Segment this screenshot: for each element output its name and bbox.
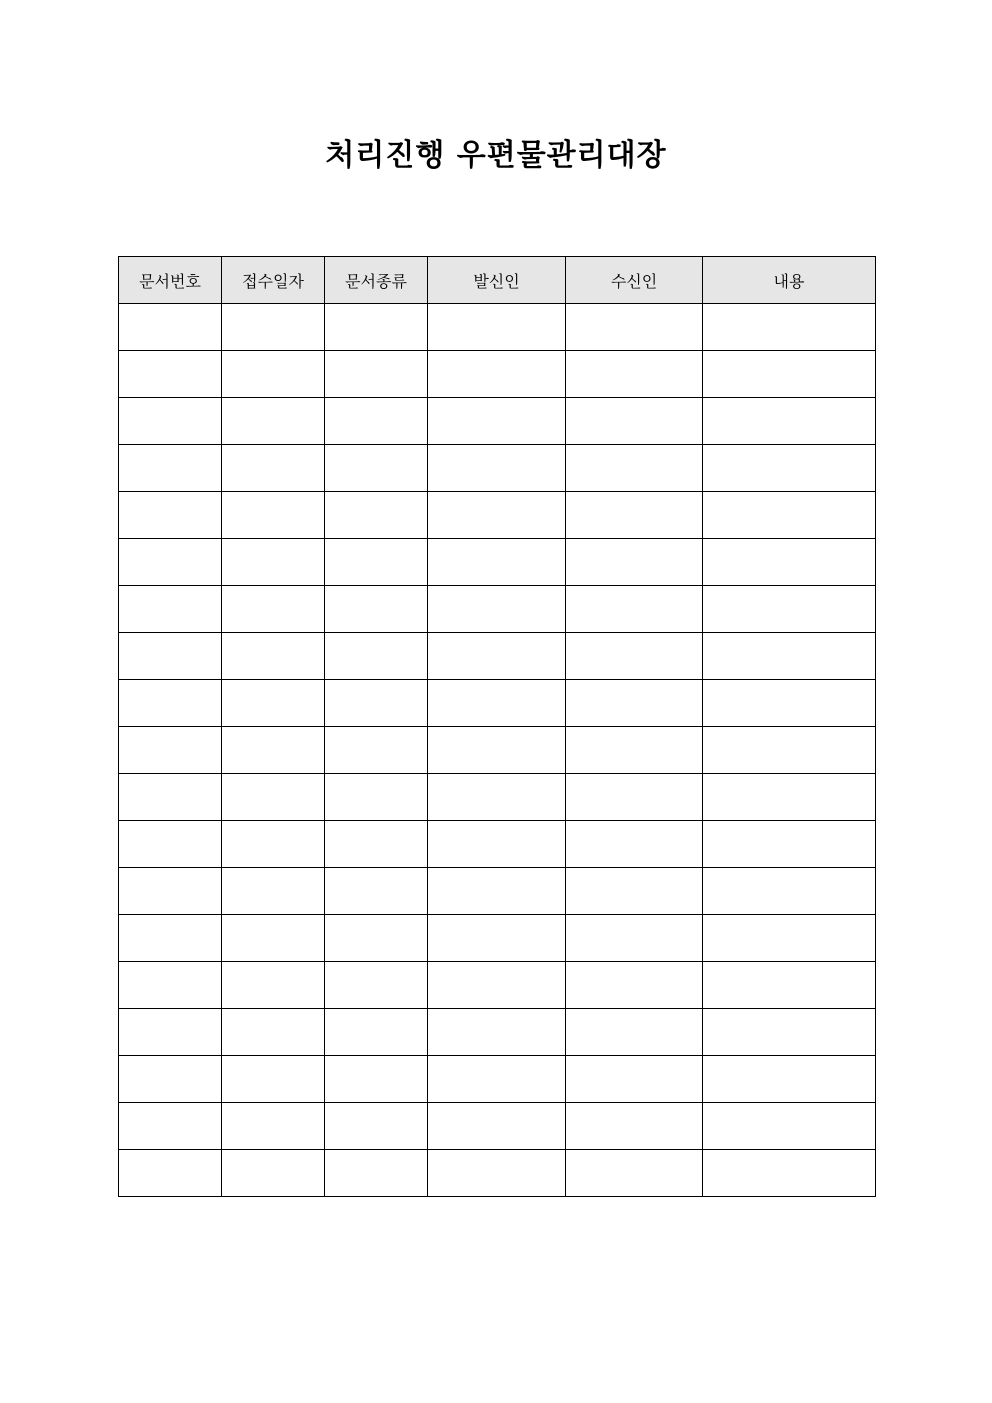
table-cell[interactable] [119, 868, 222, 915]
table-cell[interactable] [325, 304, 428, 351]
table-cell[interactable] [222, 727, 325, 774]
table-cell[interactable] [566, 398, 703, 445]
table-cell[interactable] [566, 351, 703, 398]
table-row [119, 492, 876, 539]
table-cell[interactable] [428, 633, 566, 680]
table-cell[interactable] [119, 680, 222, 727]
table-cell[interactable] [703, 868, 876, 915]
table-cell[interactable] [566, 774, 703, 821]
table-cell[interactable] [222, 1103, 325, 1150]
table-cell[interactable] [428, 1150, 566, 1197]
table-cell[interactable] [119, 492, 222, 539]
table-cell[interactable] [325, 1103, 428, 1150]
table-cell[interactable] [703, 445, 876, 492]
table-cell[interactable] [566, 492, 703, 539]
table-cell[interactable] [222, 398, 325, 445]
table-row [119, 351, 876, 398]
table-row [119, 539, 876, 586]
table-cell[interactable] [428, 539, 566, 586]
table-cell[interactable] [428, 1056, 566, 1103]
table-cell[interactable] [222, 1056, 325, 1103]
table-cell[interactable] [222, 821, 325, 868]
table-cell[interactable] [325, 351, 428, 398]
table-cell[interactable] [703, 1103, 876, 1150]
table-cell[interactable] [119, 398, 222, 445]
table-cell[interactable] [119, 1103, 222, 1150]
table-row [119, 1009, 876, 1056]
table-cell[interactable] [428, 962, 566, 1009]
table-row [119, 1103, 876, 1150]
table-cell[interactable] [222, 586, 325, 633]
table-cell[interactable] [119, 633, 222, 680]
table-cell[interactable] [566, 680, 703, 727]
table-cell[interactable] [119, 1056, 222, 1103]
table-cell[interactable] [703, 962, 876, 1009]
table-cell[interactable] [566, 1150, 703, 1197]
table-cell[interactable] [703, 680, 876, 727]
table-row [119, 1056, 876, 1103]
table-body [119, 304, 876, 1197]
table-cell[interactable] [222, 1009, 325, 1056]
table-cell[interactable] [428, 1009, 566, 1056]
table-cell[interactable] [428, 868, 566, 915]
table-cell[interactable] [325, 1056, 428, 1103]
column-header-sender: 발신인 [428, 257, 566, 304]
table-cell[interactable] [325, 962, 428, 1009]
table-cell[interactable] [222, 633, 325, 680]
column-header-content: 내용 [703, 257, 876, 304]
table-cell[interactable] [222, 962, 325, 1009]
table-cell[interactable] [566, 821, 703, 868]
table-cell[interactable] [325, 1150, 428, 1197]
table-cell[interactable] [703, 492, 876, 539]
table-cell[interactable] [325, 398, 428, 445]
table-cell[interactable] [325, 727, 428, 774]
table-cell[interactable] [119, 1150, 222, 1197]
table-cell[interactable] [428, 304, 566, 351]
column-header-receipt-date: 접수일자 [222, 257, 325, 304]
table-cell[interactable] [428, 821, 566, 868]
table-cell[interactable] [428, 398, 566, 445]
table-cell[interactable] [325, 680, 428, 727]
table-cell[interactable] [222, 774, 325, 821]
table-cell[interactable] [428, 915, 566, 962]
table-cell[interactable] [119, 304, 222, 351]
table-cell[interactable] [119, 445, 222, 492]
table-cell[interactable] [222, 445, 325, 492]
table-cell[interactable] [222, 351, 325, 398]
table-cell[interactable] [222, 539, 325, 586]
table-cell[interactable] [119, 821, 222, 868]
table-cell[interactable] [428, 492, 566, 539]
table-row [119, 821, 876, 868]
table-cell[interactable] [325, 774, 428, 821]
table-cell[interactable] [703, 915, 876, 962]
table-cell[interactable] [325, 586, 428, 633]
table-cell[interactable] [222, 915, 325, 962]
table-row [119, 774, 876, 821]
table-cell[interactable] [566, 727, 703, 774]
table-cell[interactable] [566, 445, 703, 492]
column-header-document-number: 문서번호 [119, 257, 222, 304]
table-row [119, 1150, 876, 1197]
table-cell[interactable] [566, 868, 703, 915]
table-row [119, 586, 876, 633]
table-cell[interactable] [222, 868, 325, 915]
column-header-document-type: 문서종류 [325, 257, 428, 304]
table-cell[interactable] [428, 445, 566, 492]
table-cell[interactable] [703, 727, 876, 774]
table-cell[interactable] [566, 539, 703, 586]
table-cell[interactable] [119, 351, 222, 398]
table-cell[interactable] [325, 1009, 428, 1056]
table-cell[interactable] [566, 1103, 703, 1150]
table-cell[interactable] [222, 1150, 325, 1197]
table-cell[interactable] [119, 962, 222, 1009]
table-cell[interactable] [325, 633, 428, 680]
table-cell[interactable] [325, 868, 428, 915]
column-header-recipient: 수신인 [566, 257, 703, 304]
table-cell[interactable] [222, 304, 325, 351]
table-cell[interactable] [703, 351, 876, 398]
table-header-row [119, 257, 876, 304]
table-cell[interactable] [566, 962, 703, 1009]
table-cell[interactable] [703, 586, 876, 633]
table-cell[interactable] [428, 351, 566, 398]
table-cell[interactable] [119, 539, 222, 586]
table-cell[interactable] [119, 586, 222, 633]
table-cell[interactable] [703, 304, 876, 351]
table-cell[interactable] [428, 774, 566, 821]
table-cell[interactable] [566, 633, 703, 680]
table-cell[interactable] [119, 1009, 222, 1056]
table-row [119, 727, 876, 774]
table-cell[interactable] [566, 586, 703, 633]
table-cell[interactable] [325, 492, 428, 539]
table-cell[interactable] [566, 915, 703, 962]
table-cell[interactable] [222, 680, 325, 727]
table-cell[interactable] [119, 774, 222, 821]
table-cell[interactable] [703, 1009, 876, 1056]
table-cell[interactable] [119, 915, 222, 962]
table-cell[interactable] [703, 539, 876, 586]
table-cell[interactable] [566, 1009, 703, 1056]
table-row [119, 868, 876, 915]
table-cell[interactable] [703, 1150, 876, 1197]
table-row [119, 680, 876, 727]
table-cell[interactable] [703, 1056, 876, 1103]
table-cell[interactable] [566, 1056, 703, 1103]
table-cell[interactable] [325, 915, 428, 962]
table-cell[interactable] [566, 304, 703, 351]
table-cell[interactable] [325, 445, 428, 492]
table-row [119, 304, 876, 351]
table-cell[interactable] [428, 1103, 566, 1150]
table-row [119, 962, 876, 1009]
mail-ledger-table [118, 256, 876, 1197]
table-cell[interactable] [703, 398, 876, 445]
table-cell[interactable] [325, 821, 428, 868]
table-row [119, 633, 876, 680]
table-cell[interactable] [428, 586, 566, 633]
table-cell[interactable] [428, 680, 566, 727]
table-cell[interactable] [119, 727, 222, 774]
table-cell[interactable] [703, 774, 876, 821]
table-cell[interactable] [703, 633, 876, 680]
table-cell[interactable] [703, 821, 876, 868]
table-row [119, 398, 876, 445]
table-cell[interactable] [222, 492, 325, 539]
table-cell[interactable] [325, 539, 428, 586]
table-row [119, 445, 876, 492]
table-row [119, 915, 876, 962]
page-title: 처리진행 우편물관리대장 [325, 138, 667, 173]
table-cell[interactable] [428, 727, 566, 774]
